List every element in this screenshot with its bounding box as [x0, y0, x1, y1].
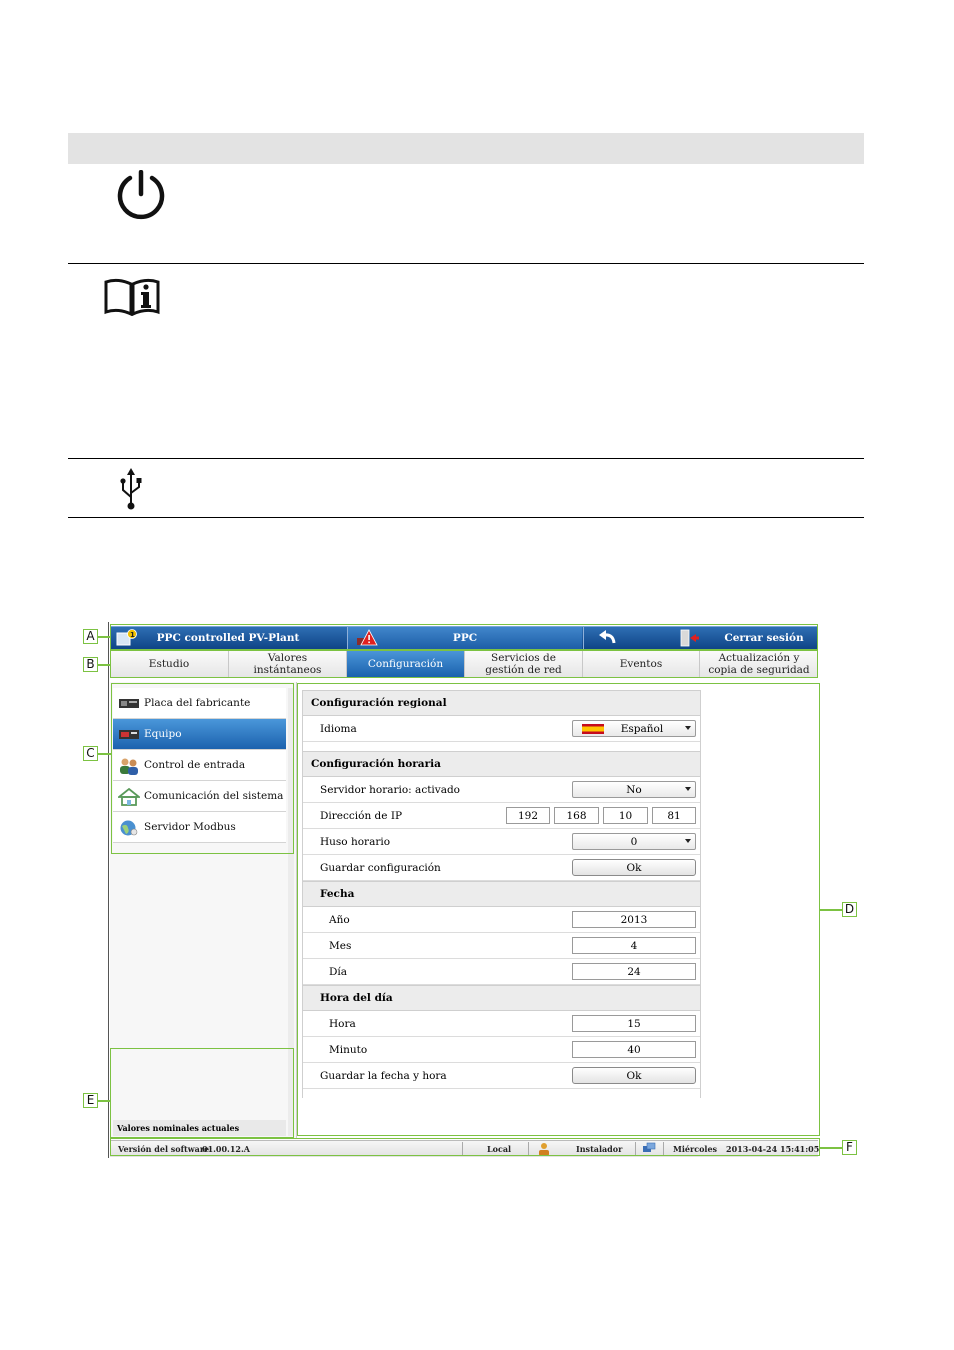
window-left-border	[108, 622, 109, 1158]
ip-octet-value: 10	[618, 809, 633, 822]
software-version-label: Versión del software:	[118, 1144, 213, 1154]
year-label: Año	[329, 913, 350, 926]
sidebar-item-label: Control de entrada	[144, 759, 246, 771]
tab-label: Estudio	[148, 658, 190, 670]
month-value: 4	[630, 939, 638, 952]
tab-label: Actualización y copia de seguridad	[708, 652, 810, 676]
table-divider	[68, 517, 864, 518]
save-config-label: Guardar configuración	[320, 861, 441, 874]
section-regional: Configuración regional	[302, 690, 700, 716]
callout-label-a: A	[83, 629, 98, 644]
nominal-values-bar[interactable]: Valores nominales actuales	[113, 1120, 286, 1136]
button-label: Ok	[626, 861, 642, 874]
callout-frame-a	[110, 624, 818, 650]
callout-line-e	[98, 1100, 110, 1102]
callout-label-d: D	[842, 902, 857, 917]
save-datetime-label: Guardar la fecha y hora	[320, 1069, 447, 1082]
sidebar-item-label: Equipo	[144, 728, 182, 740]
language-value: Español	[620, 722, 664, 735]
ip-octet-value: 192	[517, 809, 539, 822]
callout-line-d	[820, 909, 842, 911]
logout-label: Cerrar sesión	[724, 632, 804, 644]
time-server-label: Servidor horario: activado	[320, 783, 461, 796]
callout-frame-b	[110, 650, 818, 678]
timezone-label: Huso horario	[320, 835, 391, 848]
button-label: Ok	[626, 1069, 642, 1082]
year-value: 2013	[620, 913, 648, 926]
device-name: PPC	[452, 632, 478, 644]
callout-label-b: B	[83, 657, 98, 672]
table-divider	[68, 263, 864, 264]
minute-value: 40	[627, 1043, 641, 1056]
svg-text:1: 1	[130, 631, 135, 639]
minute-label: Minuto	[329, 1043, 368, 1056]
section-date: Fecha	[302, 881, 700, 907]
ip-octet-value: 81	[667, 809, 681, 822]
language-label: Idioma	[320, 722, 357, 735]
tab-label: Configuración	[367, 658, 444, 670]
day-label: Día	[329, 965, 348, 978]
hour-value: 15	[627, 1017, 641, 1030]
callout-frame-e	[110, 1048, 294, 1138]
current-date: 2013-04-24	[726, 1144, 778, 1154]
callout-frame-d	[297, 683, 820, 1136]
sidebar-item-label: Placa del fabricante	[144, 697, 251, 709]
hour-label: Hora	[329, 1017, 356, 1030]
day-value: 24	[627, 965, 641, 978]
mode-indicator: Local	[487, 1144, 512, 1154]
ip-octet-value: 168	[566, 809, 587, 822]
software-version-value: 01.00.12.A	[202, 1144, 250, 1154]
table-divider	[68, 458, 864, 459]
sidebar-item-label: Servidor Modbus	[144, 821, 236, 833]
section-hour: Hora del día	[302, 985, 700, 1011]
callout-line-b	[98, 664, 110, 666]
timezone-value: 0	[630, 835, 638, 848]
callout-label-e: E	[83, 1093, 98, 1108]
usb-icon	[118, 467, 146, 515]
symbol-table-header	[68, 133, 864, 164]
callout-label-c: C	[83, 746, 98, 761]
plant-name: PPC controlled PV-Plant	[156, 632, 300, 644]
tab-label: Valores instántaneos	[253, 652, 322, 676]
tab-label: Eventos	[619, 658, 663, 670]
sidebar-item-label: Comunicación del sistema	[144, 790, 284, 802]
user-role: Instalador	[576, 1144, 623, 1154]
tab-label: Servicios de gestión de red	[485, 652, 562, 676]
callout-frame-c	[111, 683, 294, 854]
weekday: Miércoles	[673, 1144, 718, 1154]
ip-label: Dirección de IP	[320, 809, 403, 822]
time-server-value: No	[626, 783, 642, 796]
current-time: 15:41:05	[780, 1144, 820, 1154]
manual-info-icon	[104, 278, 160, 320]
callout-line-a	[98, 636, 110, 638]
callout-label-f: F	[842, 1140, 857, 1155]
callout-line-c	[98, 753, 111, 755]
month-label: Mes	[329, 939, 352, 952]
callout-frame-f	[110, 1138, 820, 1156]
callout-line-f	[820, 1147, 842, 1149]
section-time: Configuración horaria	[302, 751, 700, 777]
power-icon	[108, 170, 174, 226]
